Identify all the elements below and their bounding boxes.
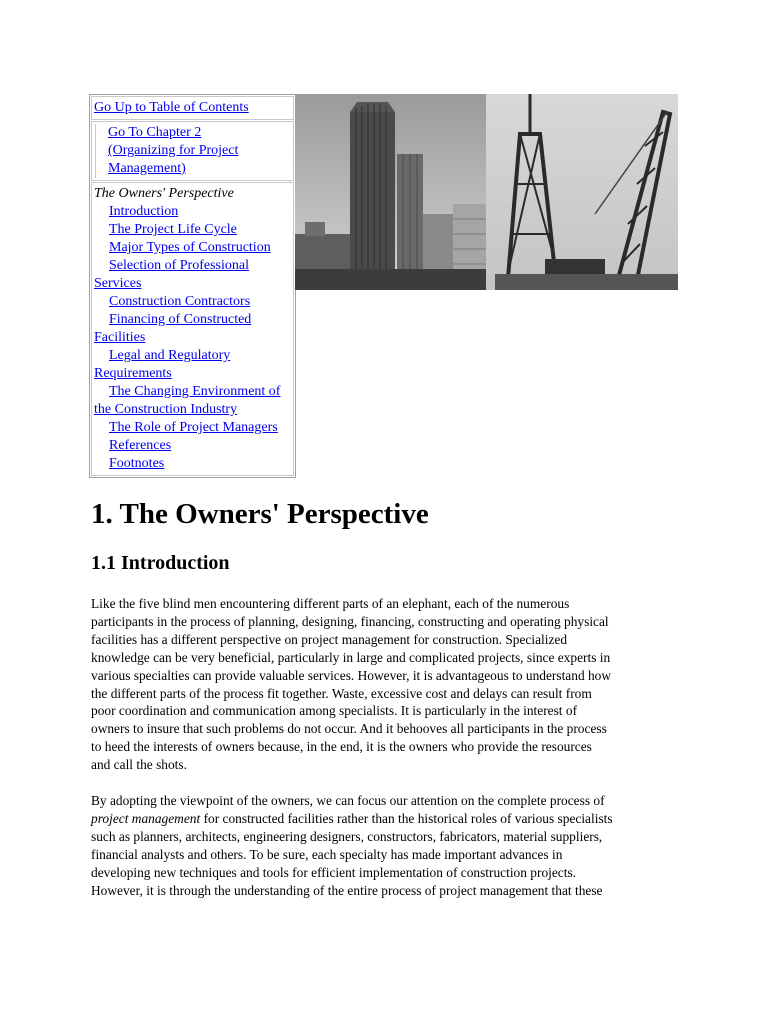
paragraph-line: However, it is through the understanding of the entire process of project management that these [91,882,603,898]
paragraph-line: financial analysts and others. To be sure, each specialty has made important advances in [91,846,563,862]
paragraph-line: and call the shots. [91,757,187,773]
paragraph-line: participants in the process of planning, designing, financing, constructing and operating physical [91,613,609,629]
nav-up-cell [91,96,294,120]
paragraph-line: various specialties can provide valuable services. However, it is advantageous to understand how [91,667,612,683]
toc-item-references[interactable]: References [109,438,172,453]
introduction-paragraph-2 [91,792,683,899]
paragraph-line: owners to insure that such problems do not occur. And it behooves all participants in the process [91,721,607,737]
paragraph-line-rest: for constructed facilities rather than the historical roles of various specialists [200,810,613,826]
chapter-title: 1. The Owners' Perspective [91,498,429,530]
navigation-table [89,94,296,478]
next-chapter-link[interactable] [108,124,291,178]
chapter-link-line-2: (Organizing for Project [108,143,239,158]
construction-cranes-photo [486,94,678,290]
construction-photo-collage [295,94,678,290]
chapter-link-line-3: Management) [108,161,186,176]
toc-item-changing-environment[interactable]: The Changing Environment of the Construction Industry [94,384,281,417]
paragraph-line: By adopting the viewpoint of the owners, we can focus our attention on the complete process of [91,793,605,808]
paragraph-line: developing new techniques and tools for efficient implementation of construction projects. [91,864,577,880]
emphasis-project-management: project management [91,810,201,826]
toc-item-footnotes[interactable]: Footnotes [109,456,165,471]
section-heading: 1.1 Introduction [91,552,230,574]
introduction-paragraph-1 [91,595,683,774]
toc-section-title: The Owners' Perspective [94,186,234,201]
paragraph-line: to heed the interests of owners because, in the end, it is the owners who provide the resources [91,739,592,755]
chapter-link-line-1: Go To Chapter 2 [108,125,202,140]
toc-item-introduction[interactable]: Introduction [109,204,179,219]
nav-toc-cell [91,182,294,476]
toc-item-legal-regulatory[interactable]: Legal and Regulatory Requirements [94,348,231,381]
toc-item-professional-services[interactable]: Selection of Professional Services [94,258,249,291]
toc-item-role-of-managers[interactable]: The Role of Project Managers [109,420,278,435]
toc-item-construction-contractors[interactable]: Construction Contractors [109,294,251,309]
paragraph-line: facilities has a different perspective on project management for construction. Specialized [91,631,568,647]
toc-item-financing[interactable]: Financing of Constructed Facilities [94,312,252,345]
chapter-link-wrapper [95,124,291,178]
city-skyline-photo [295,94,486,290]
toc-item-project-life-cycle[interactable]: The Project Life Cycle [109,222,237,237]
paragraph-line: Like the five blind men encountering different parts of an elephant, each of the numerous [91,596,570,611]
table-of-contents-link[interactable]: Go Up to Table of Contents [94,100,249,115]
paragraph-line: such as planners, architects, engineering designers, constructors, fabricators, material suppliers, [91,828,603,844]
paragraph-line: the different parts of the process fit together. Waste, excessive cost and delays can result from [91,685,592,701]
toc-item-major-types[interactable]: Major Types of Construction [109,240,271,255]
paragraph-line: poor coordination and communication among specialists. It is particularly in the interest of [91,703,578,719]
construction-photos [295,94,678,290]
nav-chapter-cell [91,121,294,181]
paragraph-line-with-emphasis [91,810,683,828]
paragraph-line: knowledge can be very beneficial, particularly in large and complicated projects, since experts in [91,649,611,665]
